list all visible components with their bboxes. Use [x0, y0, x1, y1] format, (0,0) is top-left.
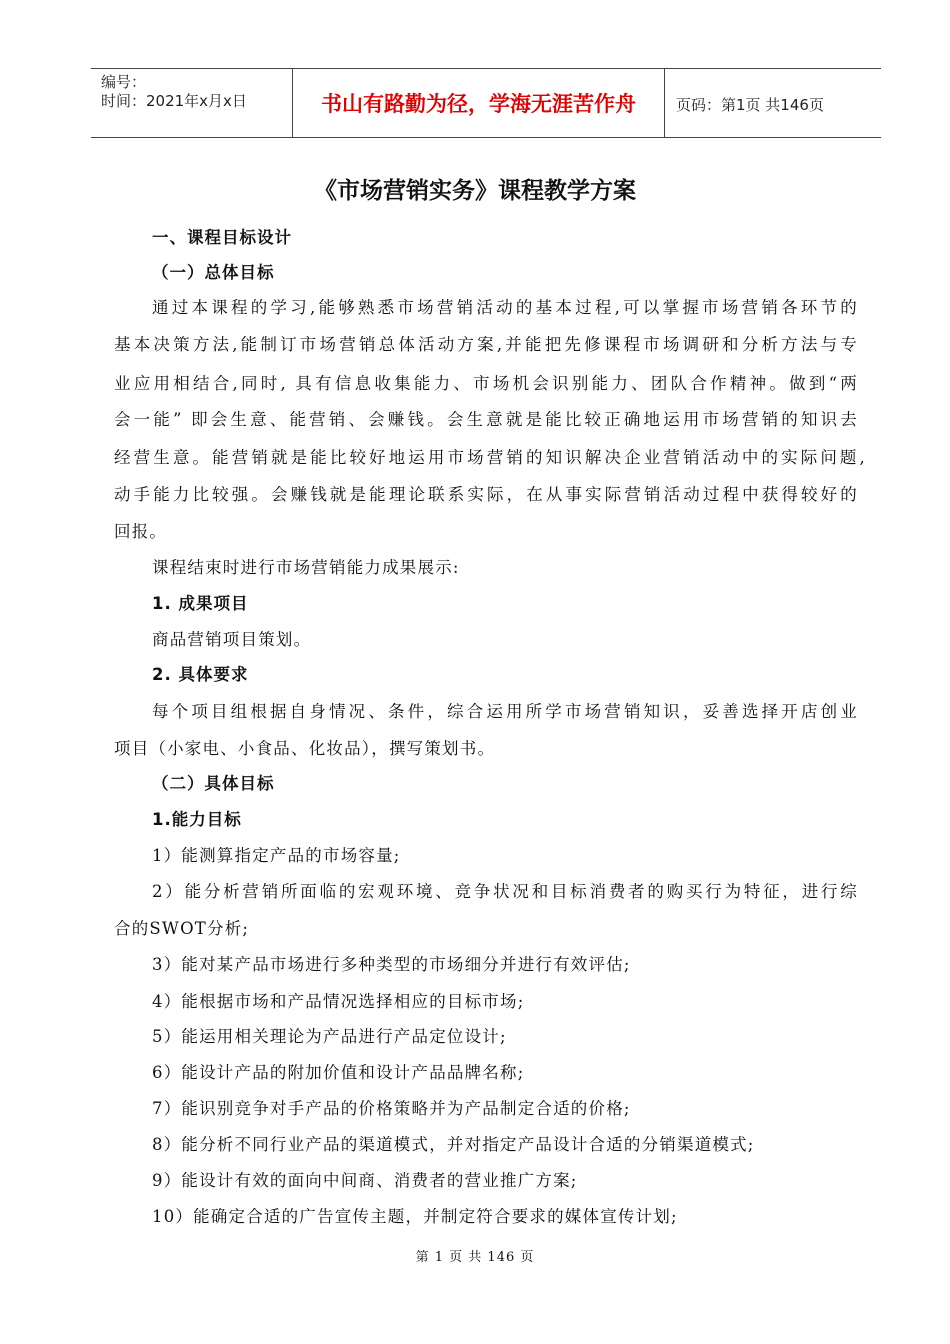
paragraph-line: 每个项目组根据自身情况、条件，综合运用所学市场营销知识，妥善选择开店创业: [152, 702, 858, 721]
document-header: [91, 68, 881, 138]
time-label: 时间：2021年x月x日: [101, 92, 247, 110]
subsection-heading: （二）具体目标: [152, 774, 275, 793]
list-item: 8）能分析不同行业产品的渠道模式，并对指定产品设计合适的分销渠道模式;: [152, 1135, 755, 1154]
paragraph-line: 课程结束时进行市场营销能力成果展示:: [152, 558, 460, 577]
list-item: 合的SWOT分析;: [114, 919, 250, 938]
section-heading: 一、课程目标设计: [152, 228, 292, 247]
list-item: 4）能根据市场和产品情况选择相应的目标市场;: [152, 992, 525, 1011]
paragraph-line: 经营生意。能营销就是能比较好地运用市场营销的知识解决企业营销活动中的实际问题,: [114, 448, 866, 467]
document-title: 《市场营销实务》课程教学方案: [314, 178, 636, 204]
list-item: 9）能设计有效的面向中间商、消费者的营业推广方案;: [152, 1171, 578, 1190]
paragraph-line: 动手能力比较强。会赚钱就是能理论联系实际，在从事实际营销活动过程中获得较好的: [114, 485, 858, 504]
list-item: 10）能确定合适的广告宣传主题，并制定符合要求的媒体宣传计划;: [152, 1207, 678, 1226]
paragraph-line: 回报。: [114, 522, 168, 541]
page-footer: 第 1 页 共 146 页: [415, 1250, 535, 1265]
item-heading: 2. 具体要求: [152, 665, 249, 684]
header-divider: [664, 69, 665, 137]
list-item: 7）能识别竞争对手产品的价格策略并为产品制定合适的价格;: [152, 1099, 631, 1118]
item-heading: 1.能力目标: [152, 810, 242, 829]
paragraph-line: 会一能” 即会生意、能营销、会赚钱。会生意就是能比较正确地运用市场营销的知识去: [114, 410, 858, 429]
list-item: 3）能对某产品市场进行多种类型的市场细分并进行有效评估;: [152, 955, 631, 974]
list-item: 2）能分析营销所面临的宏观环境、竞争状况和目标消费者的购买行为特征，进行综: [152, 882, 858, 901]
paragraph-line: 基本决策方法,能制订市场营销总体活动方案,并能把先修课程市场调研和分析方法与专: [114, 335, 858, 354]
paragraph-line: 业应用相结合,同时, 具有信息收集能力、市场机会识别能力、团队合作精神。做到“两: [114, 374, 858, 393]
paragraph-line: 商品营销项目策划。: [152, 630, 312, 649]
list-item: 5）能运用相关理论为产品进行产品定位设计;: [152, 1027, 507, 1046]
paragraph-line: 通过本课程的学习,能够熟悉市场营销活动的基本过程,可以掌握市场营销各环节的: [152, 298, 858, 317]
paragraph-line: 项目（小家电、小食品、化妆品），撰写策划书。: [114, 739, 496, 758]
subsection-heading: （一）总体目标: [152, 263, 275, 282]
list-item: 1）能测算指定产品的市场容量;: [152, 846, 401, 865]
number-label: 编号：: [101, 73, 147, 91]
list-item: 6）能设计产品的附加价值和设计产品品牌名称;: [152, 1063, 525, 1082]
item-heading: 1. 成果项目: [152, 594, 249, 613]
page-label: 页码：第1页 共146页: [676, 96, 824, 114]
header-motto: 书山有路勤为径，学海无涯苦作舟: [321, 92, 636, 116]
